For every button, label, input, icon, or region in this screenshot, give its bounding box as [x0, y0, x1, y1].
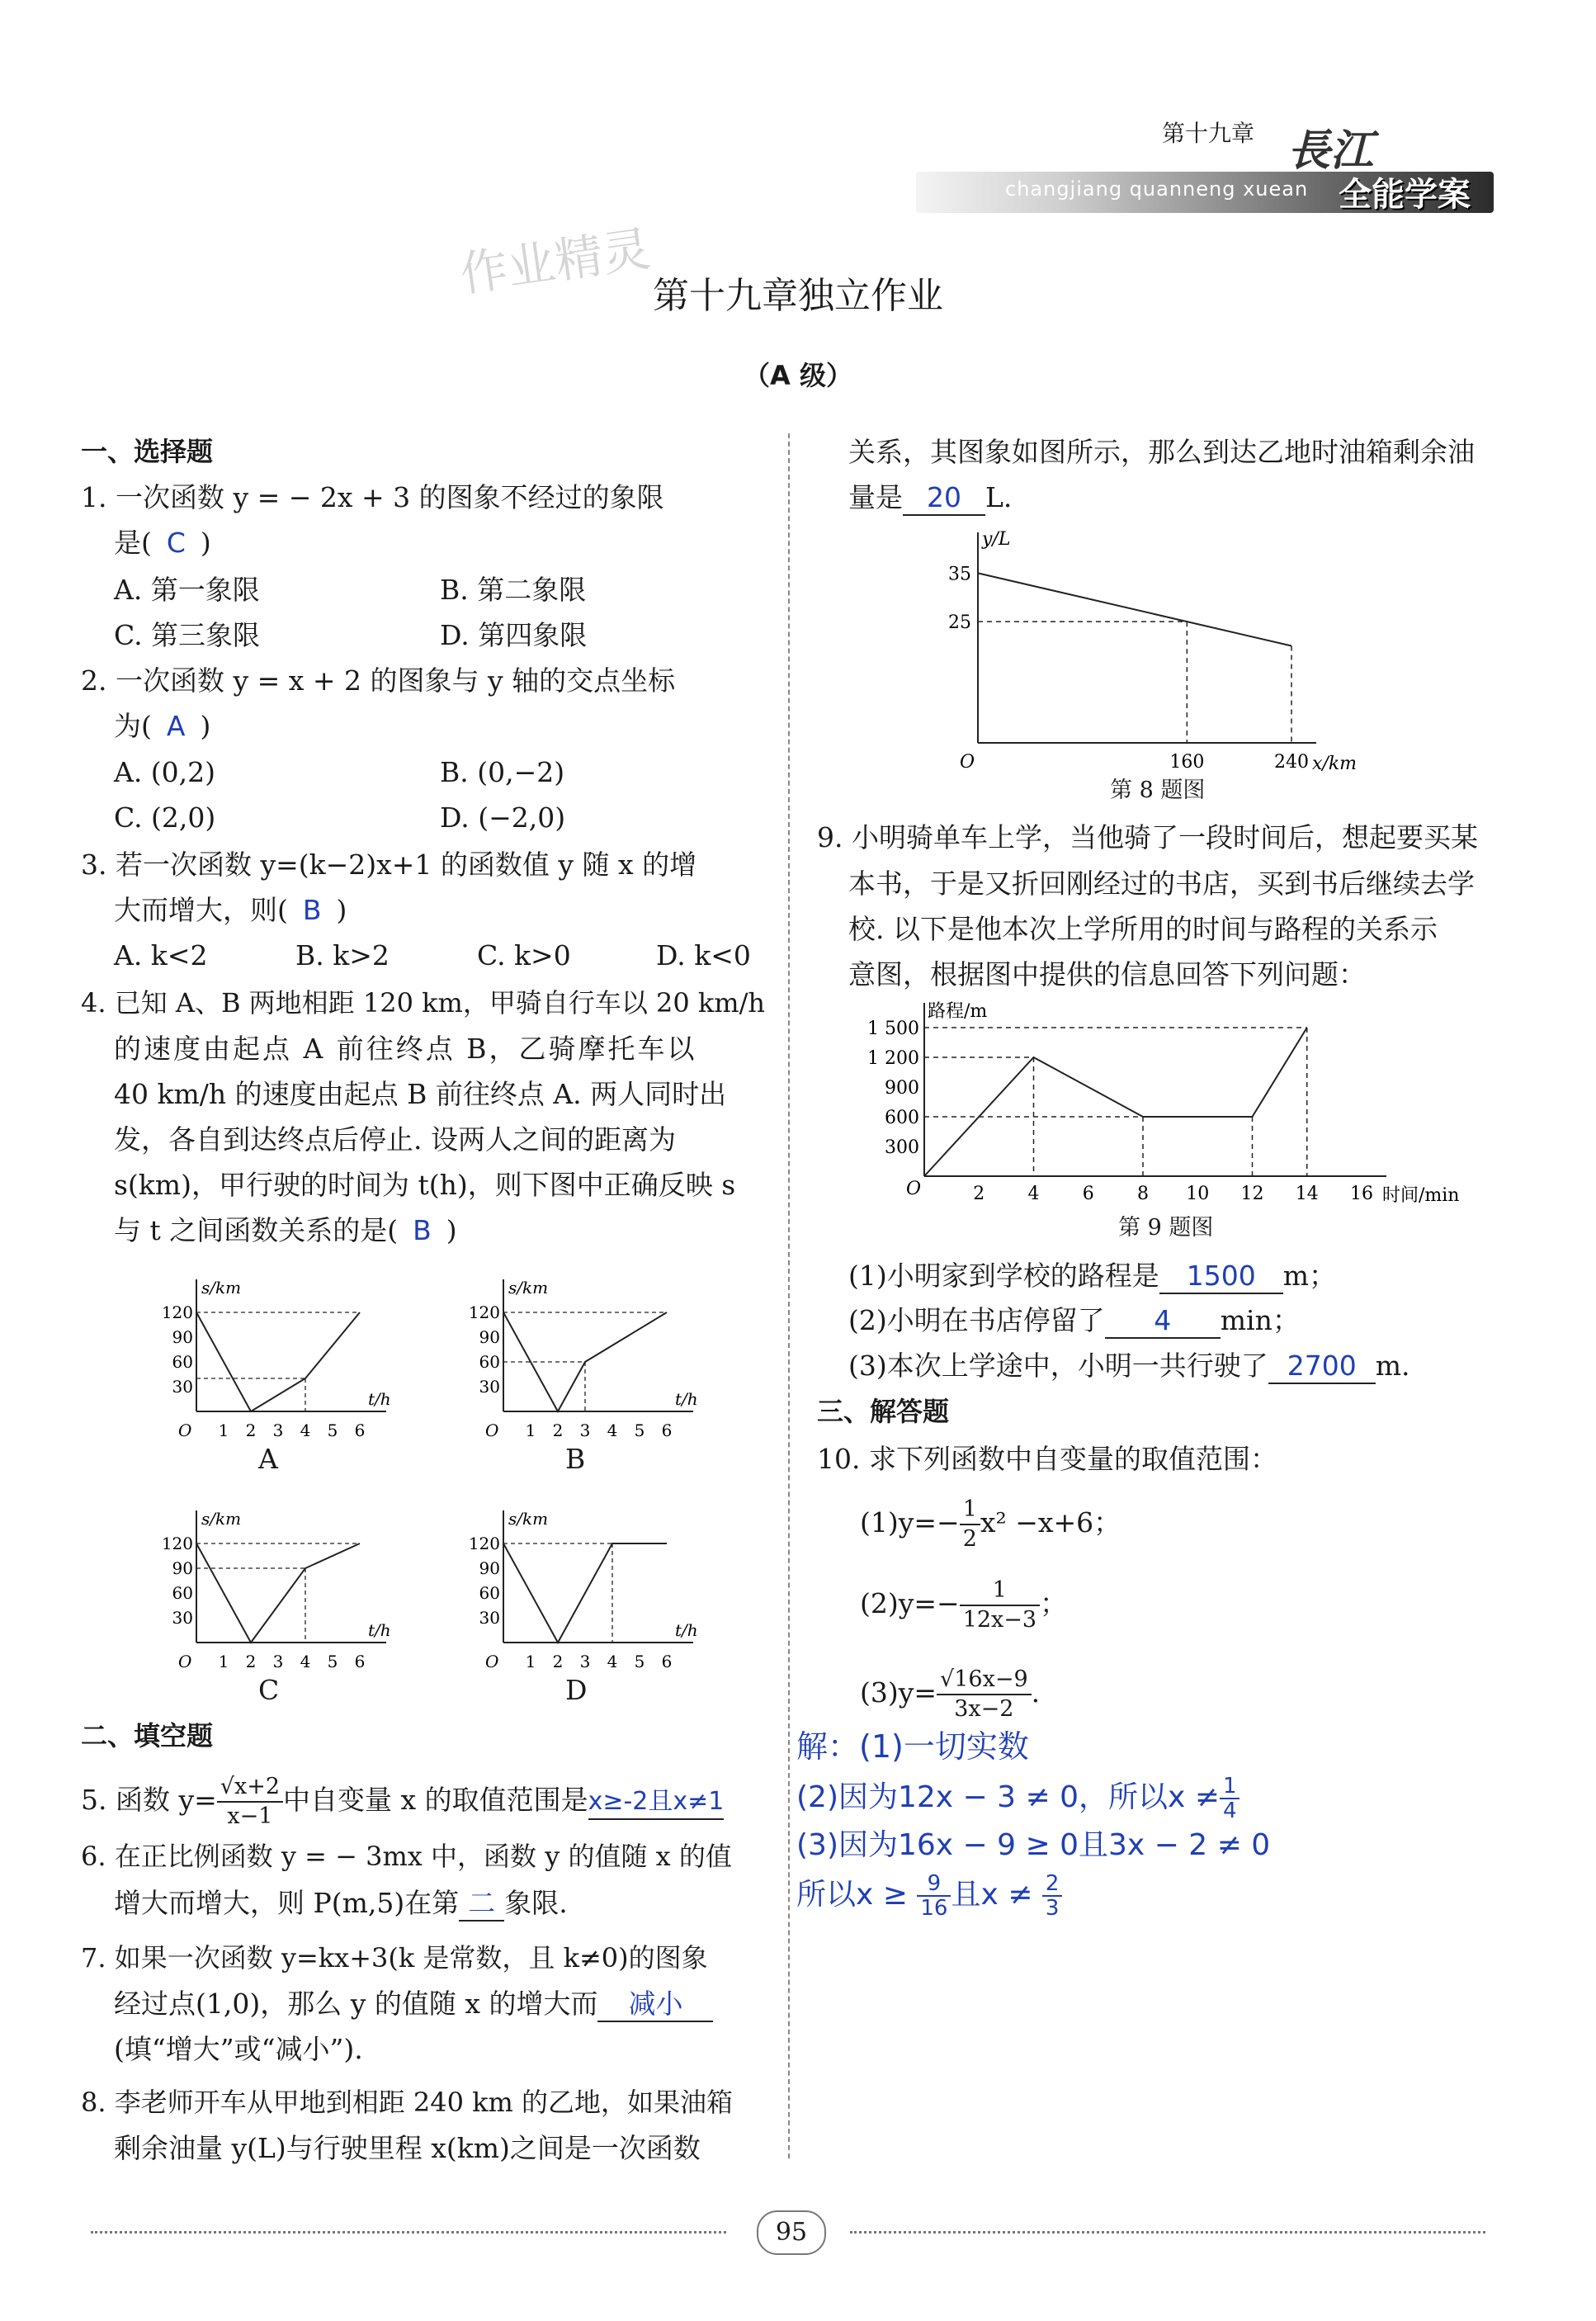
q9-x-tick-1: 4: [1027, 1184, 1040, 1204]
q4-a-x-tick-5: 6: [354, 1420, 366, 1440]
q4-d-x-tick-0: 1: [525, 1652, 536, 1671]
q4-d-series-line: [503, 1543, 667, 1643]
q5-frac-den: x−1: [227, 1803, 273, 1829]
q5-answer: x≥-2且x≠1: [588, 1785, 725, 1820]
q8-origin: O: [960, 752, 975, 773]
q4-d-x-tick-4: 5: [634, 1652, 645, 1671]
q4-a-y-tick-3: 30: [172, 1377, 193, 1397]
q1-line1: 1. 一次函数 y = − 2x + 3 的图象不经过的象限: [81, 481, 664, 513]
q2-line1: 2. 一次函数 y = x + 2 的图象与 y 轴的交点坐标: [81, 664, 676, 697]
q4-d-y-tick-0: 120: [468, 1534, 500, 1553]
q4-a-x-tick-0: 1: [218, 1420, 229, 1440]
q4-c-series-line: [196, 1543, 360, 1643]
q9-sub3: (3)本次上学途中，小明一共行驶了 2700 m.: [848, 1343, 1410, 1388]
q2-line2: 为( A ): [114, 710, 211, 742]
q9-x-tick-7: 16: [1350, 1184, 1373, 1204]
q4-d-y-tick-3: 30: [479, 1608, 500, 1628]
q4-line3: 40 km/h 的速度由起点 B 前往终点 A. 两人同时出: [114, 1078, 727, 1110]
q4-b-x-tick-0: 1: [525, 1420, 536, 1440]
q4-b-x-tick-4: 5: [634, 1420, 645, 1440]
q8-x-tick-1: 240: [1274, 752, 1309, 773]
q4-line5: s(km)，甲行驶的时间为 t(h)，则下图中正确反映 s: [114, 1169, 736, 1201]
q8-chart: [933, 520, 1378, 784]
q8-series-line: [978, 573, 1291, 645]
q8-line2: 剩余油量 y(L)与行驶里程 x(km)之间是一次函数: [114, 2132, 701, 2164]
q9-y-tick-3: 1 200: [867, 1048, 919, 1069]
header-pinyin: changjiang quanneng xuean: [1005, 177, 1309, 201]
q4-a-x-tick-1: 2: [245, 1420, 257, 1440]
q3-line1: 3. 若一次函数 y=(k−2)x+1 的函数值 y 随 x 的增: [81, 849, 697, 881]
watermark: 作业精灵: [456, 220, 654, 303]
q7-line2: 经过点(1,0)，那么 y 的值随 x 的增大而 减小: [114, 1981, 713, 2026]
q4-d-x-tick-2: 3: [579, 1652, 591, 1671]
q4-a-y-tick-2: 60: [172, 1352, 193, 1372]
q2-opt-b: B. (0,−2): [440, 756, 565, 788]
header-chapter: 第十九章: [1162, 120, 1255, 147]
q6-line1: 6. 在正比例函数 y = − 3mx 中，函数 y 的值随 x 的值: [81, 1841, 732, 1872]
q10-solution-2: (2)因为12x − 3 ≠ 0，所以x ≠ $\frac{1}{4}$: [796, 1775, 1239, 1822]
q9-x-tick-3: 8: [1137, 1184, 1149, 1204]
q9-line1: 9. 小明骑单车上学，当他骑了一段时间后，想起要买某: [817, 821, 1478, 853]
q4-b-x-tick-2: 3: [579, 1420, 591, 1440]
q5-line: 5. 函数 y= $\frac{√x+2}{x-1}$ 中自变量 x 的取值范围是x≥-2且x≠1: [81, 1774, 725, 1829]
q9-x-tick-4: 10: [1186, 1184, 1210, 1204]
q9-series-line: [924, 1028, 1307, 1176]
q4-c-x-tick-4: 5: [327, 1652, 338, 1671]
q4-graph-label-b: B: [565, 1443, 586, 1475]
q9-line2: 本书，于是又折回刚经过的书店，买到书后继续去学: [848, 867, 1475, 900]
q3-opt-b: B. k>2: [295, 939, 390, 971]
logo-bottom: 全能学案: [1339, 176, 1471, 214]
q9-y-label: 路程/m: [928, 1001, 988, 1022]
q9-answer-3: 2700: [1268, 1350, 1376, 1384]
q4-line2: 的速度由起点 A 前往终点 B，乙骑摩托车以: [114, 1033, 697, 1065]
q4-graphs: [149, 1255, 726, 1717]
q9-caption: 第 9 题图: [1118, 1215, 1214, 1241]
q8-line3: 关系，其图象如图所示，那么到达乙地时油箱剩余油: [848, 436, 1475, 468]
q4-c-y-tick-0: 120: [161, 1534, 193, 1553]
q8-y-tick-1: 35: [948, 564, 971, 585]
q2-opt-d: D. (−2,0): [440, 801, 566, 834]
q9-answer-2: 4: [1105, 1304, 1221, 1339]
q1-opt-b: B. 第二象限: [440, 574, 587, 606]
q10-part2: (2)y=− $\frac{1}{12x-3}$ ；: [860, 1577, 1068, 1633]
q4-c-y-tick-1: 90: [172, 1558, 193, 1578]
q9-origin: O: [906, 1179, 922, 1199]
q4-c-x-label: t/h: [368, 1620, 391, 1640]
q4-b-x-label: t/h: [675, 1389, 698, 1409]
q4-d-y-tick-2: 60: [479, 1583, 500, 1603]
q9-sub1: (1)小明家到学校的路程是 1500 m；: [848, 1253, 1336, 1298]
q4-d-x-tick-5: 6: [661, 1652, 673, 1671]
q1-line2: 是( C ): [114, 527, 211, 559]
q4-graph-label-c: C: [258, 1674, 280, 1706]
q4-b-x-tick-3: 4: [607, 1420, 618, 1440]
q4-d-y-tick-1: 90: [479, 1558, 500, 1578]
section-choice: 一、选择题: [81, 436, 214, 467]
q4-line1: 4. 已知 A、B 两地相距 120 km，甲骑自行车以 20 km/h: [81, 987, 766, 1019]
q4-graph-label-d: D: [565, 1674, 588, 1706]
page-title: 第十九章独立作业: [653, 275, 943, 317]
q4-c-y-tick-3: 30: [172, 1608, 193, 1628]
q9-chart: [866, 999, 1461, 1205]
q4-c-x-tick-5: 6: [354, 1652, 366, 1671]
q4-a-series-line: [196, 1312, 360, 1411]
q9-y-tick-2: 900: [885, 1078, 919, 1099]
q10-part3: (3)y= $\frac{√16x-9}{3x-2}$ .: [860, 1666, 1041, 1722]
q4-graph-label-a: A: [258, 1443, 278, 1475]
q4-c-x-tick-1: 2: [245, 1652, 257, 1671]
level-label: （A 级）: [744, 360, 852, 391]
q2-answer: A: [166, 710, 186, 742]
q8-line1: 8. 李老师开车从甲地到相距 240 km 的乙地，如果油箱: [81, 2087, 734, 2118]
q4-a-x-tick-4: 5: [327, 1420, 338, 1440]
q7-answer: 减小: [597, 1988, 713, 2022]
q9-x-tick-6: 14: [1295, 1184, 1319, 1204]
q10-solution-4: 所以x ≥ $\frac{9}{16}$ 且x ≠ $\frac{2}{3}$: [796, 1872, 1062, 1920]
q3-line2: 大而增大，则( B ): [114, 894, 347, 926]
q6-answer: 二: [459, 1887, 504, 1922]
logo-top: 長江: [1287, 125, 1374, 176]
footer-line-right: [850, 2231, 1485, 2234]
footer-line-left: [91, 2231, 726, 2234]
q8-answer: 20: [903, 481, 985, 516]
q9-line3: 校. 以下是他本次上学所用的时间与路程的关系示: [848, 913, 1438, 945]
q9-x-tick-0: 2: [973, 1184, 985, 1204]
q4-a-x-tick-2: 3: [272, 1420, 284, 1440]
q2-opt-a: A. (0,2): [114, 756, 216, 788]
q4-b-y-tick-3: 30: [479, 1377, 500, 1397]
q8-y-label: y/L: [982, 529, 1011, 550]
q9-answer-1: 1500: [1159, 1260, 1283, 1294]
q8-y-tick-0: 25: [948, 612, 971, 634]
q4-a-y-tick-0: 120: [161, 1302, 193, 1322]
q7-line3: (填“增大”或“减小”).: [114, 2033, 363, 2065]
q3-answer: B: [302, 894, 322, 926]
q9-x-tick-5: 12: [1240, 1184, 1264, 1204]
q4-c-y-label: s/km: [201, 1509, 242, 1529]
q1-opt-a: A. 第一象限: [114, 574, 260, 606]
q4-d-x-tick-1: 2: [552, 1652, 564, 1671]
q5-frac-num: √x+2: [217, 1773, 283, 1803]
q10-line: 10. 求下列函数中自变量的取值范围：: [817, 1443, 1277, 1475]
q4-b-x-tick-5: 6: [661, 1420, 673, 1440]
q1-opt-d: D. 第四象限: [440, 619, 588, 651]
q4-b-y-tick-1: 90: [479, 1327, 500, 1347]
q4-c-y-tick-2: 60: [172, 1583, 193, 1603]
q4-answer: B: [413, 1214, 432, 1246]
q3-opt-c: C. k>0: [477, 939, 571, 971]
q4-d-origin: O: [485, 1652, 499, 1671]
q4-a-x-label: t/h: [368, 1389, 391, 1409]
q8-caption: 第 8 题图: [1110, 778, 1206, 803]
q7-line1: 7. 如果一次函数 y=kx+3(k 是常数，且 k≠0)的图象: [81, 1942, 708, 1974]
q3-opt-d: D. k<0: [656, 939, 751, 971]
q2-opt-c: C. (2,0): [114, 801, 216, 834]
q1-answer: C: [166, 527, 186, 559]
q4-a-y-label: s/km: [201, 1278, 242, 1298]
section-fill: 二、填空题: [81, 1720, 214, 1751]
column-divider: [788, 433, 790, 2158]
q4-line4: 发，各自到达终点后停止. 设两人之间的距离为: [114, 1123, 676, 1156]
q9-line4: 意图，根据图中提供的信息回答下列问题：: [848, 958, 1366, 990]
q4-line6: 与 t 之间函数关系的是( B ): [114, 1214, 457, 1246]
q4-c-origin: O: [178, 1652, 192, 1671]
page-number: 95: [757, 2210, 826, 2255]
q9-x-tick-2: 6: [1082, 1184, 1094, 1204]
q4-d-x-tick-3: 4: [607, 1652, 618, 1671]
section-solve: 三、解答题: [817, 1396, 950, 1427]
q8-line4: 量是 20 L.: [848, 475, 1012, 520]
q4-c-x-tick-0: 1: [218, 1652, 229, 1671]
q4-a-origin: O: [178, 1420, 192, 1440]
q4-b-y-tick-2: 60: [479, 1352, 500, 1372]
q1-opt-c: C. 第三象限: [114, 619, 261, 651]
q4-b-origin: O: [485, 1420, 499, 1440]
q10-part1: (1)y=− $\frac{1}{2}$ x² −x+6；: [860, 1496, 1121, 1552]
q4-d-y-label: s/km: [508, 1509, 549, 1529]
q3-opt-a: A. k<2: [114, 939, 208, 971]
q9-y-tick-0: 300: [885, 1137, 919, 1158]
q4-a-y-tick-1: 90: [172, 1327, 193, 1347]
q4-c-x-tick-2: 3: [272, 1652, 284, 1671]
q10-solution-3: (3)因为16x − 9 ≥ 0且3x − 2 ≠ 0: [796, 1828, 1271, 1862]
q8-x-label: x/km: [1312, 754, 1358, 774]
q4-b-y-tick-0: 120: [468, 1302, 500, 1322]
q4-b-y-label: s/km: [508, 1278, 549, 1298]
q9-x-label: 时间/min: [1382, 1185, 1460, 1206]
q4-c-x-tick-3: 4: [300, 1652, 311, 1671]
q6-line2: 增大而增大，则 P(m,5)在第 二 象限.: [114, 1880, 568, 1926]
q10-solution-1: 解：(1)一切实数: [796, 1728, 1029, 1765]
q4-d-x-label: t/h: [675, 1620, 698, 1640]
q8-x-tick-0: 160: [1169, 752, 1205, 773]
q9-sub2: (2)小明在书店停留了 4 min；: [848, 1298, 1300, 1343]
q4-a-x-tick-3: 4: [300, 1420, 311, 1440]
q9-y-tick-1: 600: [885, 1108, 919, 1128]
q9-y-tick-4: 1 500: [867, 1019, 919, 1039]
q4-b-x-tick-1: 2: [552, 1420, 564, 1440]
